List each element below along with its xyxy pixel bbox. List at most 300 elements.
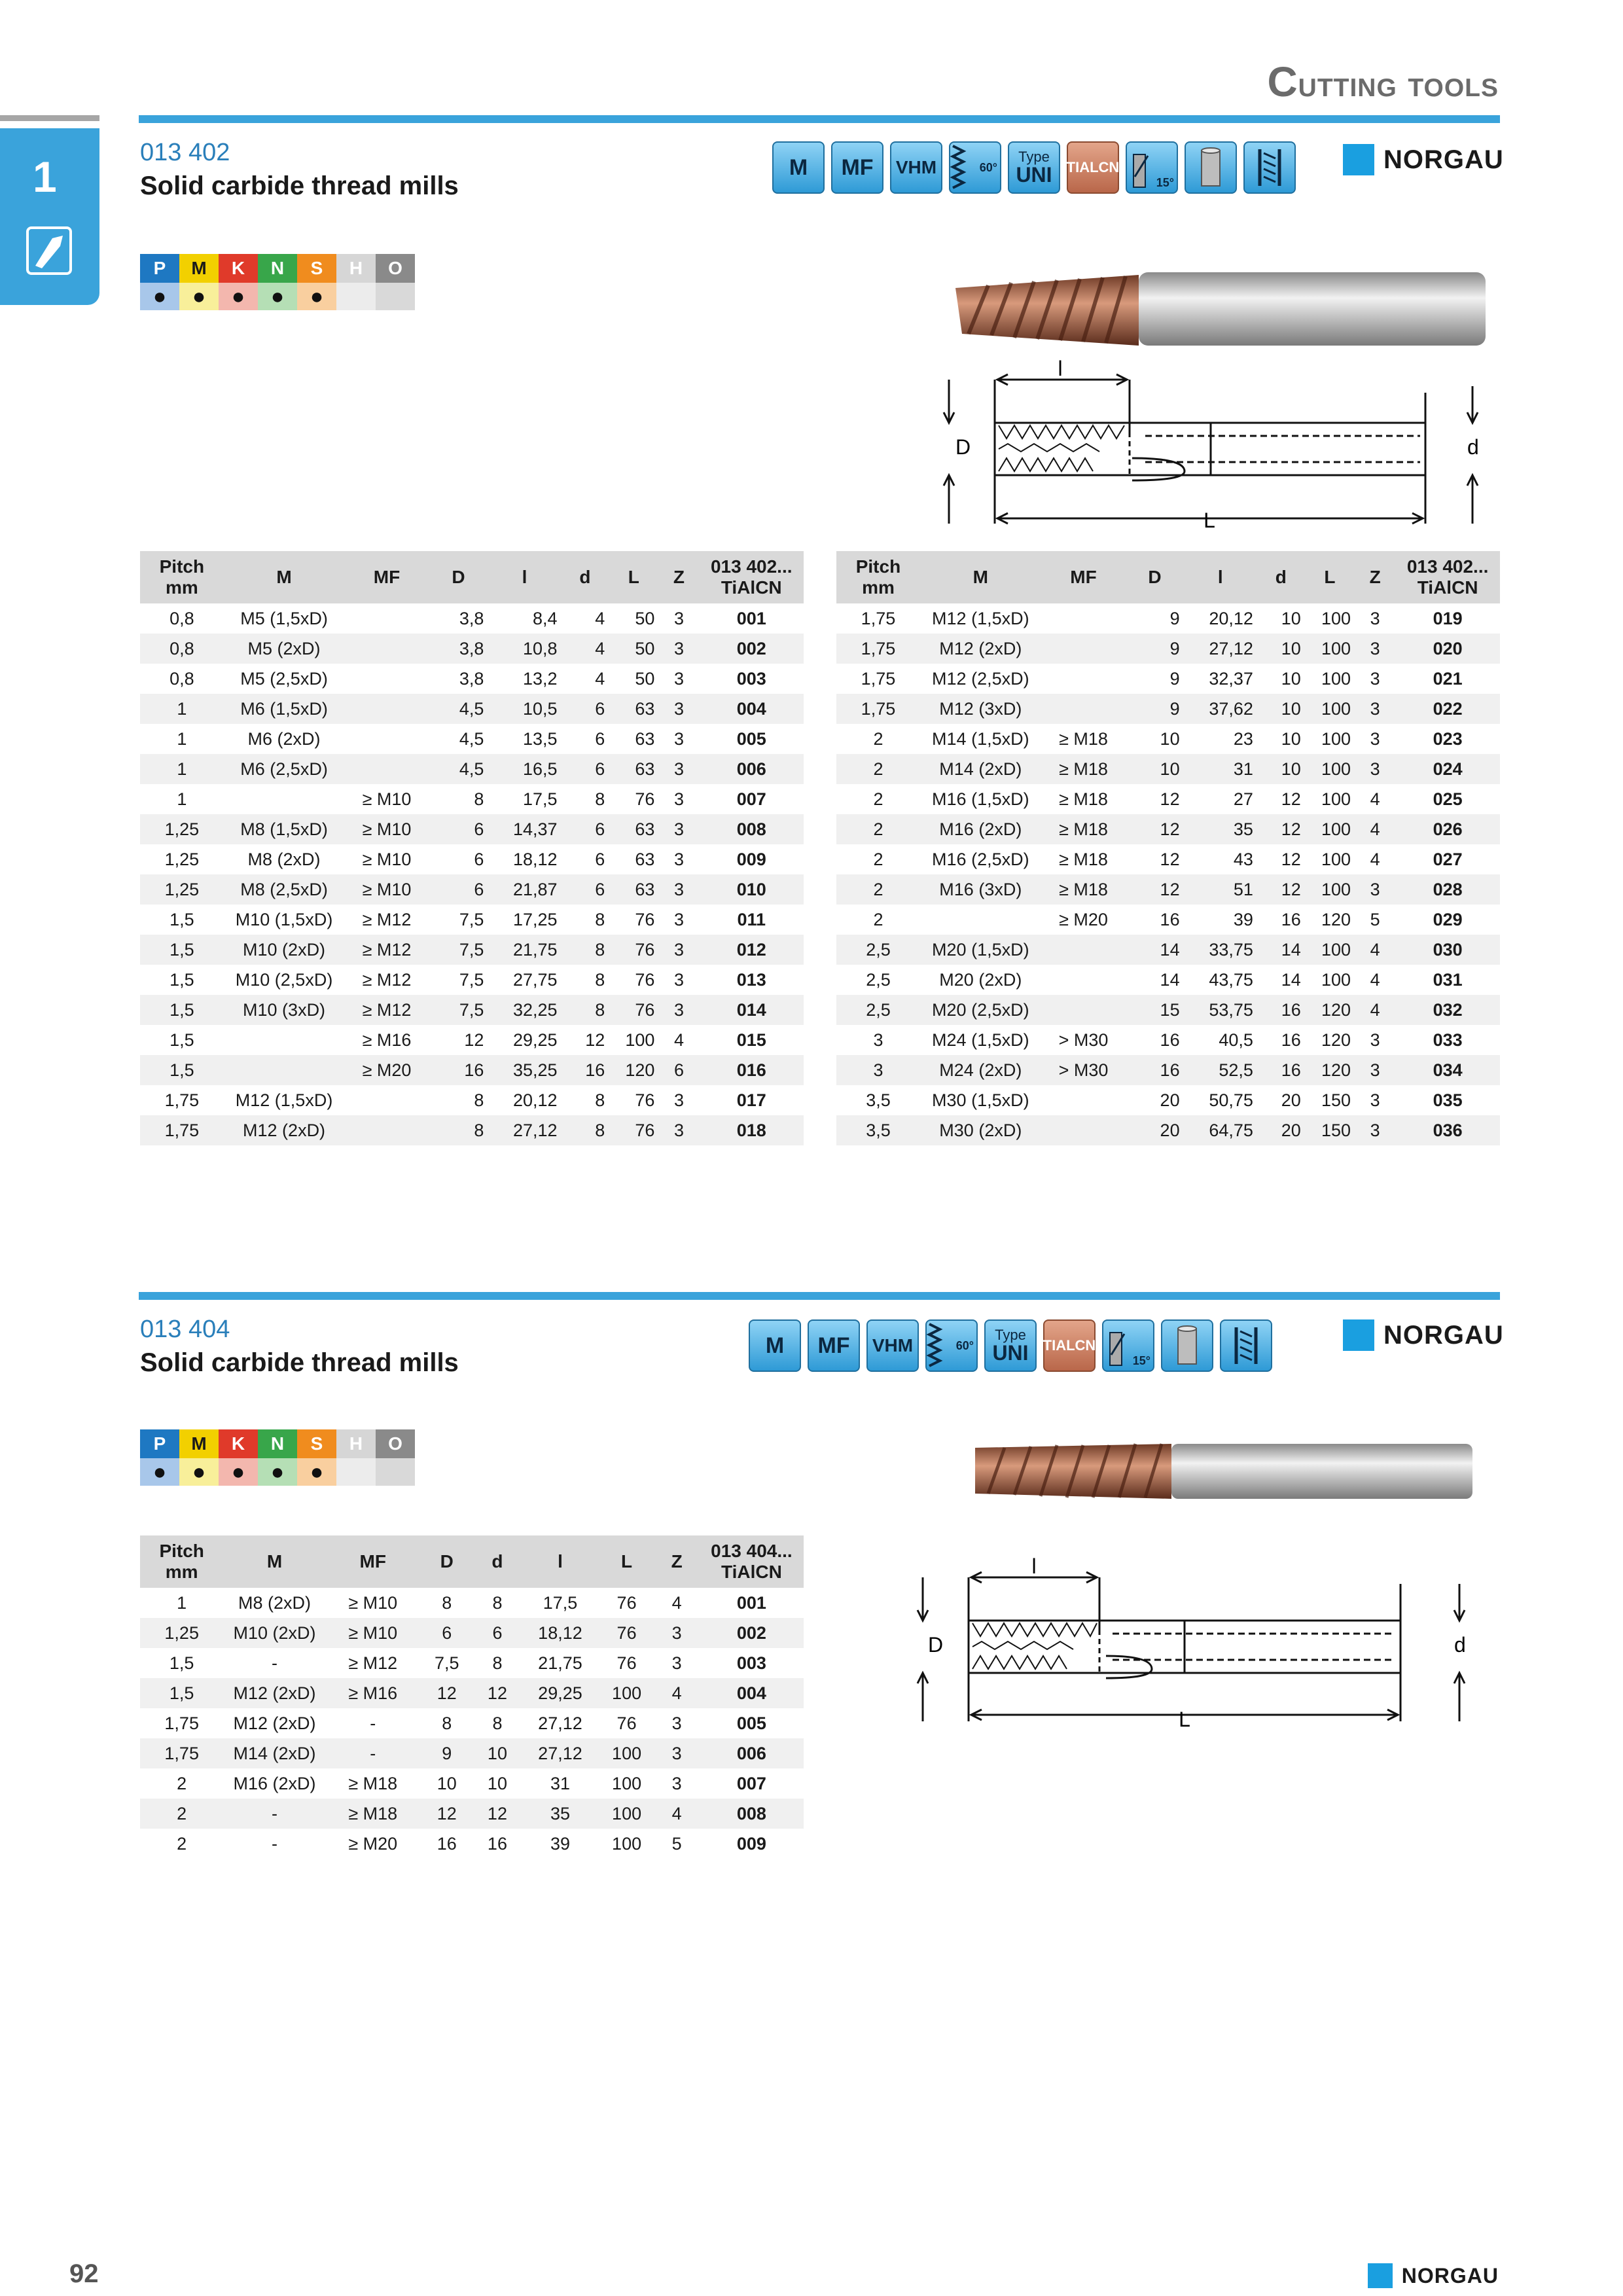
table-cell: 150	[1305, 1115, 1355, 1145]
table-cell: 29,25	[521, 1678, 599, 1708]
table-cell: 2	[873, 789, 883, 809]
table-cell: 026	[1395, 814, 1500, 844]
table-cell	[1041, 965, 1126, 995]
table-row	[836, 965, 1500, 995]
table-cell: 27,12	[488, 1115, 561, 1145]
table-cell: 6	[420, 1618, 474, 1648]
table-cell: 17,5	[522, 789, 558, 809]
table-cell: 120	[609, 1055, 658, 1085]
table-cell: M12 (3xD)	[920, 694, 1041, 724]
table-row	[140, 1829, 804, 1859]
table-cell: ≥ M10	[362, 849, 412, 869]
table-cell: 3,8	[459, 668, 484, 689]
table-cell	[224, 784, 345, 814]
table-cell: 006	[699, 754, 804, 784]
table-cell: 10	[1257, 754, 1305, 784]
table-cell: 16	[429, 1055, 488, 1085]
table-row	[140, 1678, 804, 1708]
table-cell: M5 (2,5xD)	[240, 668, 328, 689]
table-cell: 6	[429, 874, 488, 905]
dim-label-d: d	[1467, 435, 1479, 459]
table-cell: 9	[1126, 694, 1183, 724]
table-cell: 16	[1160, 1030, 1180, 1050]
table-cell: 100	[1321, 789, 1351, 809]
table-cell	[344, 1085, 429, 1115]
table-cell: 1,5	[169, 969, 194, 990]
table-cell: 1	[140, 694, 224, 724]
table-cell: 16	[1126, 1055, 1183, 1085]
table-cell	[344, 694, 429, 724]
table-cell: 16	[1257, 1055, 1305, 1085]
table-cell: 2	[177, 1773, 187, 1793]
table-cell: 12	[464, 1030, 484, 1050]
table-row	[836, 1055, 1500, 1085]
type-uni-icon: Type UNI	[984, 1319, 1037, 1372]
table-cell: 1,5	[169, 1653, 194, 1673]
table-cell: 014	[699, 995, 804, 1025]
table-row	[836, 754, 1500, 784]
table-cell: 1,75	[140, 1115, 224, 1145]
table-cell: M10 (3xD)	[224, 995, 345, 1025]
table-cell: -	[370, 1713, 376, 1733]
material-mark: ●	[140, 1458, 179, 1486]
table-row	[836, 1085, 1500, 1115]
dim-label-d: d	[1454, 1633, 1466, 1657]
header-rule-blue	[139, 115, 1500, 123]
table-cell: 10	[1281, 608, 1301, 628]
table-cell: 100	[625, 1030, 655, 1050]
table-cell	[344, 664, 429, 694]
table-cell: 76	[635, 909, 655, 929]
table-cell: 16	[487, 1833, 507, 1854]
product-title: Solid carbide thread mills	[140, 1348, 459, 1377]
table-cell: 012	[699, 935, 804, 965]
table-cell: 006	[700, 1738, 804, 1768]
helix-angle-15-icon: 15°	[1102, 1319, 1154, 1372]
table-cell: M20 (2xD)	[939, 969, 1022, 990]
chapter-number: 1	[33, 152, 57, 201]
table-cell: 76	[609, 935, 658, 965]
table-cell: 14	[1281, 969, 1301, 990]
table-cell: ≥ M10	[344, 814, 429, 844]
table-cell: 100	[1305, 935, 1355, 965]
product-table: Pitch mm M MF D d l L Z 013 404... TiAlCN 1 M8 (2xD) ≥ M10 8 8 17,5 76 4 001 1,25 M10 (2xD) ≥ M10 6 6 18,12 76 3 002 1,5 - ≥ M12 7,5 8 21,75 76 3 003 1,5 M12 (2xD) ≥ M16 12 12 29,25 100 4 004 1,75 M12 (2xD) - 8 8 27,12 76 3 005 1,75 M14 (2xD) - 9 10 27,12 100 3 006 2 M16 (2xD) ≥ M18 10 10 31 100 3 007 2 - ≥ M18 12 12 35 100 4 008 2 - ≥ M20 16 16 39 100 5 009	[140, 1535, 804, 1859]
table-cell: 10	[437, 1773, 457, 1793]
table-cell: 6	[429, 814, 488, 844]
table-cell: 39	[550, 1833, 570, 1854]
page-header-title: Cutting tools	[1267, 58, 1499, 105]
table-cell: ≥ M12	[362, 909, 412, 929]
metric-fine-thread-icon: MF	[808, 1319, 860, 1372]
table-cell: 2,5	[836, 995, 920, 1025]
table-cell: 1,5	[140, 935, 224, 965]
table-cell: 7,5	[429, 995, 488, 1025]
table-cell: 3	[1355, 1115, 1395, 1145]
table-cell: 16	[1281, 1030, 1301, 1050]
table-cell: 100	[1305, 754, 1355, 784]
table-cell: 007	[736, 1773, 766, 1793]
table-cell: ≥ M10	[326, 1618, 420, 1648]
table-row	[140, 724, 804, 754]
material-mark: ●	[297, 283, 336, 310]
table-cell: 010	[699, 874, 804, 905]
table-cell: 3	[671, 1713, 682, 1733]
table-cell: 007	[736, 789, 766, 809]
table-cell: M6 (2xD)	[247, 728, 321, 749]
table-cell: 32,25	[488, 995, 561, 1025]
solid-carbide-icon: VHM	[866, 1319, 919, 1372]
table-cell: 8	[442, 1592, 452, 1613]
table-cell: 003	[736, 1653, 766, 1673]
table-cell: 030	[1395, 935, 1500, 965]
table-cell	[1041, 995, 1126, 1025]
material-mark: ●	[219, 1458, 258, 1486]
table-cell: 2	[873, 728, 883, 749]
table-cell: 23	[1233, 728, 1253, 749]
table-cell: 4,5	[429, 754, 488, 784]
table-cell: 12	[420, 1799, 474, 1829]
table-cell: 27,75	[512, 969, 558, 990]
table-cell: 028	[1395, 874, 1500, 905]
table-row	[140, 1708, 804, 1738]
table-cell: 3	[1355, 1055, 1395, 1085]
table-cell: 76	[635, 789, 655, 809]
table-cell	[1041, 634, 1126, 664]
table-cell: 10	[474, 1738, 522, 1768]
dim-label-L: L	[1179, 1708, 1190, 1728]
table-cell: 12	[1126, 814, 1183, 844]
table-cell	[344, 754, 429, 784]
coating-tialcn-icon: TIALCN	[1043, 1319, 1096, 1372]
table-cell: M16 (2xD)	[920, 814, 1041, 844]
table-cell: 1,5	[169, 909, 194, 929]
table-row	[140, 694, 804, 724]
table-cell: 003	[736, 668, 766, 689]
table-cell	[1041, 694, 1126, 724]
table-cell: 001	[736, 1592, 766, 1613]
table-cell: 100	[599, 1799, 654, 1829]
table-cell: 0,8	[169, 668, 194, 689]
table-cell: 6	[562, 814, 609, 844]
table-cell: 20,12	[1209, 608, 1253, 628]
table-cell: 2,5	[836, 935, 920, 965]
table-cell: 8	[595, 969, 605, 990]
table-cell: 3	[673, 789, 684, 809]
table-row	[140, 814, 804, 844]
thread-angle-60-icon: 60°	[925, 1319, 978, 1372]
table-cell: 21,75	[488, 935, 561, 965]
table-cell: 3	[658, 935, 699, 965]
table-cell: 100	[1305, 634, 1355, 664]
table-cell: 13,2	[522, 668, 558, 689]
table-row	[836, 724, 1500, 754]
table-cell	[224, 1025, 345, 1055]
table-cell: 4	[673, 1030, 684, 1050]
table-cell: 1,75	[861, 668, 896, 689]
table-row	[140, 634, 804, 664]
table-cell: 9	[1126, 634, 1183, 664]
table-cell: 27,12	[521, 1738, 599, 1768]
table-cell: 3	[873, 1030, 883, 1050]
type-uni-icon: Type UNI	[1008, 141, 1060, 194]
table-cell: 3	[1370, 1090, 1380, 1110]
table-cell: 6	[658, 1055, 699, 1085]
table-cell: 3	[673, 969, 684, 990]
table-cell: M12 (2xD)	[233, 1713, 316, 1733]
table-row	[836, 995, 1500, 1025]
table-cell: 1,75	[836, 694, 920, 724]
table-cell: 3,8	[429, 634, 488, 664]
table-cell: 18,12	[521, 1618, 599, 1648]
table-cell: 6	[595, 728, 605, 749]
table-cell: 6	[562, 874, 609, 905]
table-cell: 21,87	[488, 874, 561, 905]
table-cell: 27	[1233, 789, 1253, 809]
table-row	[140, 995, 804, 1025]
table-row	[140, 1115, 804, 1145]
table-cell: 001	[736, 608, 766, 628]
table-cell: 16	[1160, 909, 1180, 929]
table-cell	[344, 724, 429, 754]
table-cell: 10	[1126, 754, 1183, 784]
table-cell: M8 (2xD)	[238, 1592, 312, 1613]
table-cell: 4,5	[459, 728, 484, 749]
table-cell: 20,12	[512, 1090, 558, 1110]
table-cell: 18,12	[512, 849, 558, 869]
table-cell: 027	[1433, 849, 1463, 869]
table-cell: 20	[1281, 1090, 1301, 1110]
table-cell: M8 (2xD)	[247, 849, 321, 869]
table-cell: M16 (3xD)	[920, 874, 1041, 905]
table-cell: 43,75	[1209, 969, 1253, 990]
table-cell	[920, 905, 1041, 935]
table-cell: 43	[1233, 849, 1253, 869]
helix-angle-15-icon: 15°	[1126, 141, 1178, 194]
table-row	[140, 965, 804, 995]
table-cell: 3	[658, 814, 699, 844]
table-cell: ≥ M18	[1041, 754, 1126, 784]
table-cell: 21,75	[538, 1653, 582, 1673]
material-mark: ●	[219, 283, 258, 310]
table-cell: 63	[609, 694, 658, 724]
table-cell: 16	[562, 1055, 609, 1085]
table-cell: 12	[1160, 789, 1180, 809]
table-cell: -	[326, 1738, 420, 1768]
table-cell: 100	[612, 1773, 642, 1793]
table-cell: 004	[699, 694, 804, 724]
table-row	[140, 1648, 804, 1678]
table-cell: 14	[1160, 969, 1180, 990]
table-cell: 63	[635, 849, 655, 869]
table-cell: 2	[177, 1833, 187, 1854]
brand-square-icon	[1343, 144, 1374, 175]
table-cell	[1041, 664, 1126, 694]
table-cell: 14	[1257, 935, 1305, 965]
table-cell: 1	[140, 754, 224, 784]
material-mark: ●	[179, 283, 219, 310]
table-cell: 33,75	[1184, 935, 1257, 965]
table-cell: M20 (2,5xD)	[920, 995, 1041, 1025]
table-cell: M20 (1,5xD)	[920, 935, 1041, 965]
brand-square-icon	[1343, 1319, 1374, 1351]
solid-carbide-icon: VHM	[890, 141, 942, 194]
table-cell: ≥ M20	[344, 1055, 429, 1085]
table-cell: 025	[1433, 789, 1463, 809]
table-cell: 100	[599, 1678, 654, 1708]
table-cell: 12	[1126, 874, 1183, 905]
table-row	[836, 935, 1500, 965]
table-cell: 7,5	[429, 935, 488, 965]
table-cell: 35,25	[488, 1055, 561, 1085]
table-cell: M12 (1,5xD)	[235, 1090, 333, 1110]
table-cell: ≥ M12	[344, 935, 429, 965]
table-cell: 2	[140, 1799, 223, 1829]
table-cell: 1,75	[836, 634, 920, 664]
table-cell: 4	[671, 1592, 682, 1613]
table-cell: 10	[1257, 634, 1305, 664]
table-cell: 3,8	[459, 608, 484, 628]
table-cell: 76	[616, 1713, 637, 1733]
table-cell: 5	[1370, 909, 1380, 929]
table-cell: 17,5	[543, 1592, 578, 1613]
table-cell: ≥ M12	[348, 1653, 398, 1673]
table-cell: 12	[1281, 849, 1301, 869]
table-cell: 4	[1355, 814, 1395, 844]
table-cell: ≥ M16	[326, 1678, 420, 1708]
table-cell: 100	[1321, 608, 1351, 628]
table-cell: ≥ M18	[1059, 849, 1108, 869]
table-cell: 017	[736, 1090, 766, 1110]
table-cell: 10,5	[488, 694, 561, 724]
table-cell: 63	[609, 874, 658, 905]
table-cell: 76	[616, 1653, 637, 1673]
table-cell: 3	[671, 1653, 682, 1673]
table-cell: 10,8	[488, 634, 561, 664]
table-cell: 3	[658, 874, 699, 905]
technical-drawing	[936, 360, 1486, 530]
table-row	[140, 1768, 804, 1799]
dim-label-l: l	[1058, 360, 1063, 380]
table-cell: 8	[595, 1090, 605, 1110]
table-cell: > M30	[1058, 1030, 1109, 1050]
table-cell: 3	[1355, 754, 1395, 784]
table-row	[836, 814, 1500, 844]
table-cell: 63	[635, 728, 655, 749]
table-row	[836, 603, 1500, 634]
table-cell: 036	[1395, 1115, 1500, 1145]
dim-label-l: l	[1031, 1558, 1037, 1578]
tool-photo	[942, 262, 1492, 360]
dim-label-D: D	[928, 1633, 944, 1657]
table-cell: 50	[635, 668, 655, 689]
table-cell: 7,5	[459, 969, 484, 990]
table-cell: 64,75	[1184, 1115, 1257, 1145]
header-rule-grey	[0, 115, 99, 121]
table-cell: 20	[1257, 1115, 1305, 1145]
table-cell: 023	[1433, 728, 1463, 749]
table-cell: 021	[1433, 668, 1463, 689]
property-icons	[749, 1319, 1272, 1372]
table-cell: ≥ M16	[362, 1030, 412, 1050]
table-cell: 013	[736, 969, 766, 990]
table-cell: 009	[736, 1833, 766, 1854]
table-cell: 10	[1281, 728, 1301, 749]
table-cell: 76	[609, 995, 658, 1025]
table-cell: ≥ M12	[344, 995, 429, 1025]
table-cell: 50,75	[1209, 1090, 1253, 1110]
material-mark: ●	[140, 283, 179, 310]
table-cell: 4	[1355, 935, 1395, 965]
table-cell: M12 (2,5xD)	[932, 668, 1029, 689]
table-cell: 005	[736, 728, 766, 749]
table-cell: 63	[609, 814, 658, 844]
table-cell: 100	[1321, 728, 1351, 749]
table-cell	[1041, 1085, 1126, 1115]
table-cell: 3	[836, 1055, 920, 1085]
table-cell: 29,25	[512, 1030, 558, 1050]
table-cell: 12	[474, 1678, 522, 1708]
table-cell: 3	[673, 728, 684, 749]
page-number: 92	[69, 2259, 99, 2288]
table-cell: 3	[673, 668, 684, 689]
table-cell: M30 (1,5xD)	[932, 1090, 1029, 1110]
table-cell: 51	[1184, 874, 1257, 905]
table-cell	[1041, 1115, 1126, 1145]
table-cell: 9	[1169, 668, 1180, 689]
coating-tialcn-icon: TIALCN	[1067, 141, 1119, 194]
table-cell: M5 (2xD)	[224, 634, 345, 664]
table-cell: 31	[550, 1773, 570, 1793]
table-cell: ≥ M18	[348, 1773, 398, 1793]
table-cell: 12	[1257, 814, 1305, 844]
table-cell: M6 (1,5xD)	[224, 694, 345, 724]
table-cell: 035	[1433, 1090, 1463, 1110]
table-row	[140, 844, 804, 874]
table-cell: 3	[1370, 1030, 1380, 1050]
table-cell: 76	[609, 1115, 658, 1145]
table-cell: 27,12	[538, 1713, 582, 1733]
table-cell: M24 (1,5xD)	[932, 1030, 1029, 1050]
table-cell: 1,25	[140, 814, 224, 844]
table-cell: M6 (2,5xD)	[224, 754, 345, 784]
table-cell: 6	[562, 754, 609, 784]
table-row	[836, 634, 1500, 664]
table-cell: ≥ M18	[1059, 789, 1108, 809]
table-cell: 9	[1169, 608, 1180, 628]
table-cell: M10 (2xD)	[223, 1618, 325, 1648]
table-cell: 16	[1281, 909, 1301, 929]
table-cell: 1	[177, 789, 187, 809]
table-cell: 3	[1355, 874, 1395, 905]
brand-logo: NORGAU	[1343, 1319, 1504, 1351]
table-cell: 10	[1257, 694, 1305, 724]
table-cell: 14	[1126, 935, 1183, 965]
table-cell: 35	[521, 1799, 599, 1829]
product-code: 013 402	[140, 139, 230, 166]
table-cell	[224, 1055, 345, 1085]
table-cell: 008	[699, 814, 804, 844]
dim-label-L: L	[1204, 509, 1215, 530]
table-cell: 031	[1433, 969, 1463, 990]
table-cell: 53,75	[1184, 995, 1257, 1025]
table-cell: 1,75	[164, 1090, 200, 1110]
table-cell: 1,5	[140, 1055, 224, 1085]
table-cell: 12	[420, 1678, 474, 1708]
table-cell: ≥ M12	[362, 969, 412, 990]
table-cell: 1,5	[169, 1030, 194, 1050]
table-cell: 14,37	[488, 814, 561, 844]
table-cell: 4	[595, 668, 605, 689]
